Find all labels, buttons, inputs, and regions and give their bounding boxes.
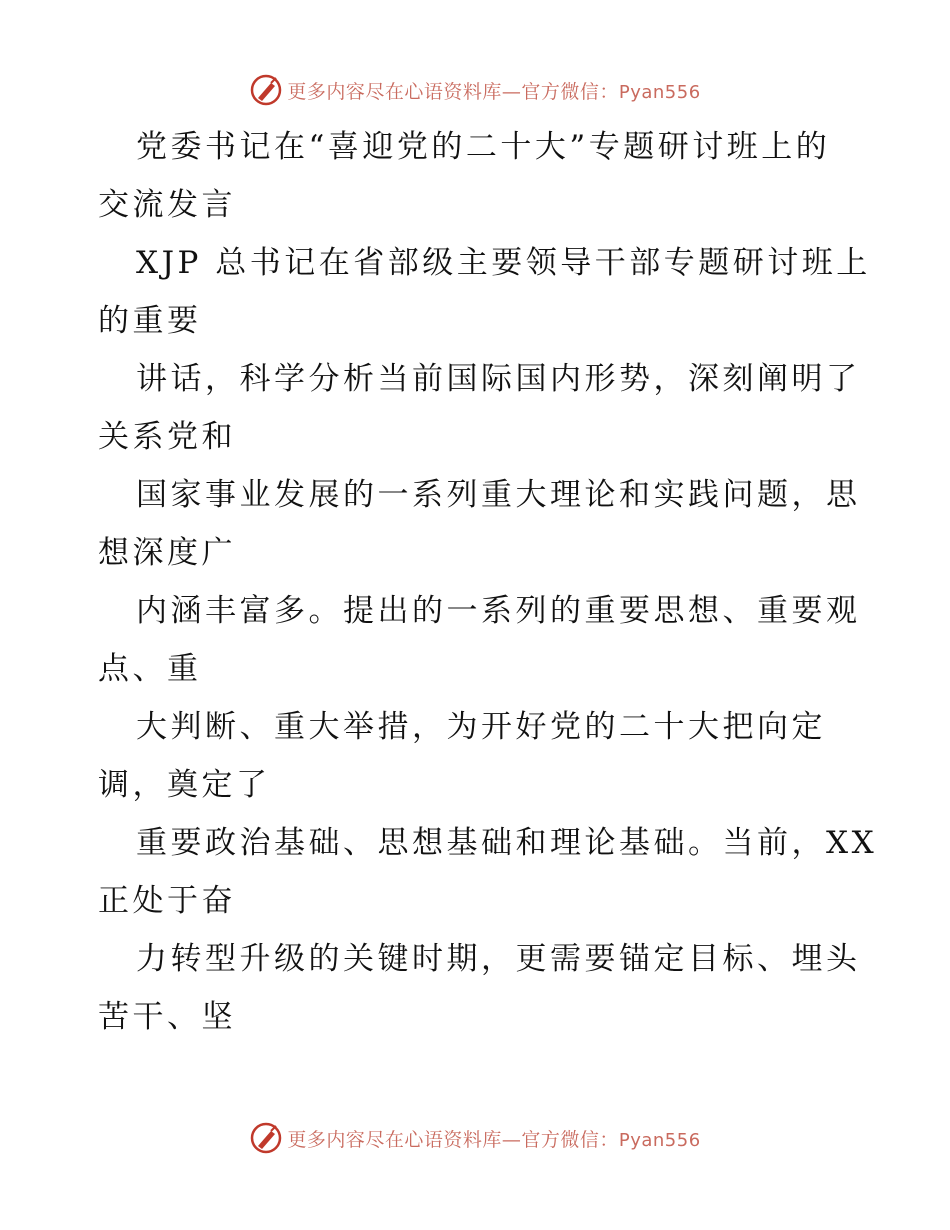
watermark-footer (0, 1120, 950, 1156)
text-line: 点、重 (98, 651, 202, 687)
text-line: 调，奠定了 (98, 767, 271, 803)
text-line: 的重要 (98, 303, 202, 339)
text-line: 苦干、坚 (98, 999, 236, 1035)
text-line: 想深度广 (98, 535, 236, 571)
text-line: 内涵丰富多。提出的一系列的重要思想、重要观 (136, 593, 861, 629)
watermark-text-cn: 更多内容尽在心语资料库—官方微信： (287, 1128, 619, 1151)
text-line: 力转型升级的关键时期，更需要锚定目标、埋头 (136, 941, 861, 977)
pen-logo-icon (249, 73, 283, 107)
text-line: 重要政治基础、思想基础和理论基础。当前，XX (136, 825, 878, 861)
pen-logo-icon (249, 1121, 283, 1155)
text-line: 国家事业发展的一系列重大理论和实践问题，思 (136, 477, 861, 513)
document-body (98, 118, 878, 1046)
text-line: 交流发言 (98, 187, 236, 223)
watermark-header (0, 72, 950, 108)
text-line: 正处于奋 (98, 883, 236, 919)
watermark-wechat-id: Pyan556 (618, 81, 701, 103)
text-line: 讲话，科学分析当前国际国内形势，深刻阐明了 (136, 361, 861, 397)
watermark-wechat-id: Pyan556 (618, 1129, 701, 1151)
text-line: 大判断、重大举措，为开好党的二十大把向定 (136, 709, 826, 745)
watermark-text-cn: 更多内容尽在心语资料库—官方微信： (287, 80, 619, 103)
watermark-text (287, 1125, 700, 1152)
text-line: XJP 总书记在省部级主要领导干部专题研讨班上 (136, 245, 871, 281)
text-line: 关系党和 (98, 419, 236, 455)
watermark-text (287, 77, 700, 104)
text-line: 党委书记在“喜迎党的二十大”专题研讨班上的 (136, 129, 831, 165)
